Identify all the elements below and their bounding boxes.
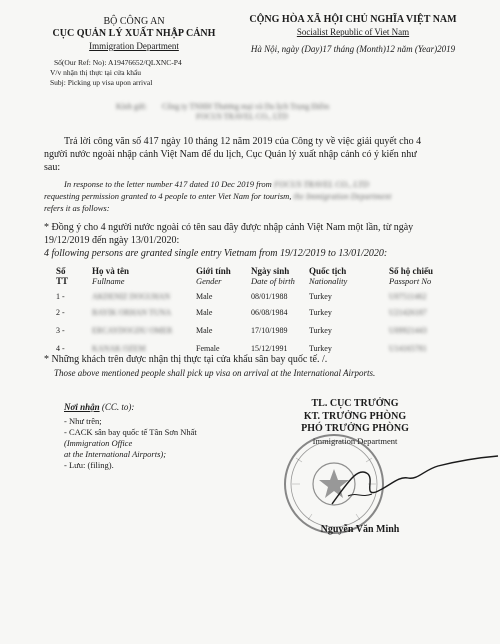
body-vn-line-1: Trả lời công văn số 417 ngày 10 tháng 12 năm 2019 của Công ty về việc giải quyết cho 4 — [64, 136, 422, 147]
row-passport: U21426187 — [389, 308, 427, 317]
table-row — [56, 322, 453, 340]
country-name-en: Socialist Republic of Viet Nam — [296, 27, 410, 37]
signer-name: Nguyễn Văn Minh — [320, 524, 400, 535]
ministry-name: BỘ CÔNG AN — [103, 16, 165, 27]
row-nationality: Turkey — [309, 344, 332, 353]
persons-table — [56, 266, 453, 358]
header-no-en: TT — [56, 276, 69, 286]
row-gender: Male — [196, 292, 213, 301]
row-fullname: ERCAYDOGDU OMER — [92, 326, 173, 335]
signature-line-1: TL. CỤC TRƯỞNG — [311, 398, 399, 409]
body-en-blur-2: the Immigration Department — [293, 191, 392, 201]
body-en-line-3: refers it as follows: — [44, 203, 110, 213]
header-passport-vn: Số hộ chiếu — [389, 266, 434, 276]
row-no: 1 - — [56, 292, 65, 301]
cc-item: - Như trên; — [64, 416, 102, 426]
row-no: 2 - — [56, 308, 65, 317]
grant-vn-line-2: 19/12/2019 đến ngày 13/01/2020: — [44, 235, 180, 246]
department-name: CỤC QUẢN LÝ XUẤT NHẬP CẢNH — [52, 28, 216, 39]
body-en-text-1: In response to the letter number 417 dated 10 Dec 2019 from — [64, 179, 272, 189]
recipient-company-vn: Công ty TNHH Thương mại và Du lịch Trọng Điểm — [162, 102, 330, 111]
table-header-row — [56, 266, 453, 286]
row-nationality: Turkey — [309, 308, 332, 317]
body-en-text-2: requesting permission granted to 4 people to enter Viet Nam for tourism, — [44, 191, 292, 201]
signature-line-2: KT. TRƯỞNG PHÒNG — [303, 411, 407, 422]
grant-en: 4 following persons are granted single entry Vietnam from 19/12/2019 to 13/01/2020: — [44, 248, 388, 259]
header-no — [56, 266, 92, 286]
header-nationality — [309, 266, 389, 286]
row-fullname: AKDENIZ DOGUHAN — [92, 292, 170, 301]
body-en-company: FOCUS TRAVEL CO., LTD — [273, 179, 369, 189]
cc-item: - CACK sân bay quốc tế Tân Sơn Nhất — [64, 427, 197, 437]
cc-title — [64, 402, 134, 412]
subject-en: Subj: Picking up visa upon arrival — [50, 78, 153, 87]
row-fullname: BAYIK ORHAN TUNA — [92, 308, 172, 317]
header-name-vn: Họ và tên — [92, 266, 129, 276]
header-nat-en: Nationality — [309, 276, 348, 286]
row-fullname: KANAK OZEM — [92, 344, 146, 353]
row-dob: 08/01/1988 — [251, 292, 288, 301]
row-nationality: Turkey — [309, 292, 332, 301]
row-passport: U14165781 — [389, 344, 427, 353]
row-gender: Male — [196, 326, 213, 335]
footer-note-en: Those above mentioned people shall pick up visa on arrival at the International Airports. — [54, 368, 376, 378]
body-vn-line-3: sau: — [44, 162, 61, 173]
header-dob-vn: Ngày sinh — [251, 266, 290, 276]
row-nationality: Turkey — [309, 326, 332, 335]
body-vn-line-2: người nước ngoài nhập cảnh Việt Nam để du lịch, Cục Quản lý xuất nhập cảnh có ý kiến như — [44, 149, 417, 160]
row-passport: U09921443 — [389, 326, 427, 335]
header-gender — [196, 266, 251, 286]
department-name-en: Immigration Department — [89, 41, 179, 51]
header-passport-en: Passport No — [389, 276, 432, 286]
header-name-en: Fullname — [92, 276, 125, 286]
row-gender: Male — [196, 308, 213, 317]
place-and-date: Hà Nội, ngày (Day)17 tháng (Month)12 năm (Year)2019 — [250, 44, 456, 54]
header-passport — [389, 266, 453, 286]
cc-title-vn: Nơi nhận — [64, 402, 100, 412]
cc-item: - Lưu: (filing). — [64, 460, 114, 470]
row-no: 4 - — [56, 344, 65, 353]
country-name: CỘNG HÒA XÃ HỘI CHỦ NGHĨA VIỆT NAM — [249, 14, 457, 25]
reference-number: Số(Our Ref: No): A19476652/QLXNC-P4 — [54, 58, 182, 67]
header-nat-vn: Quốc tịch — [309, 266, 347, 276]
signature-line-3: PHÓ TRƯỞNG PHÒNG — [301, 423, 409, 434]
subject-vn: V/v nhận thị thực tại cửa khẩu — [50, 68, 142, 77]
recipient-label: Kính gửi: — [116, 102, 147, 111]
grant-vn-line-1: * Đồng ý cho 4 người nước ngoài có tên sau đây được nhập cảnh Việt Nam một lần, từ ngày — [44, 222, 414, 233]
row-passport: U07511462 — [389, 292, 427, 301]
footer-note-vn: * Những khách trên được nhận thị thực tại cửa khẩu sân bay quốc tế. /. — [44, 354, 328, 365]
row-dob: 06/08/1984 — [251, 308, 288, 317]
row-gender: Female — [196, 344, 220, 353]
table-row — [56, 304, 453, 322]
header-fullname — [92, 266, 196, 286]
body-en-line-1 — [64, 179, 369, 189]
recipient-company-en: FOCUS TRAVEL CO., LTD — [196, 112, 288, 121]
cc-item: at the International Airports); — [64, 449, 167, 459]
handwritten-signature-icon — [328, 452, 500, 512]
row-no: 3 - — [56, 326, 65, 335]
cc-title-en: (CC. to): — [99, 402, 135, 412]
header-dob — [251, 266, 309, 286]
row-dob: 17/10/1989 — [251, 326, 288, 335]
header-no-vn: Số — [56, 266, 66, 276]
table-row — [56, 286, 453, 304]
cc-item: (Immigration Office — [64, 438, 133, 448]
row-dob: 15/12/1991 — [251, 344, 288, 353]
signature-line-4: Immigration Department — [312, 436, 398, 446]
header-gender-vn: Giới tính — [196, 266, 231, 276]
body-en-line-2 — [44, 191, 391, 201]
header-dob-en: Date of birth — [251, 276, 295, 286]
header-gender-en: Gender — [196, 276, 222, 286]
